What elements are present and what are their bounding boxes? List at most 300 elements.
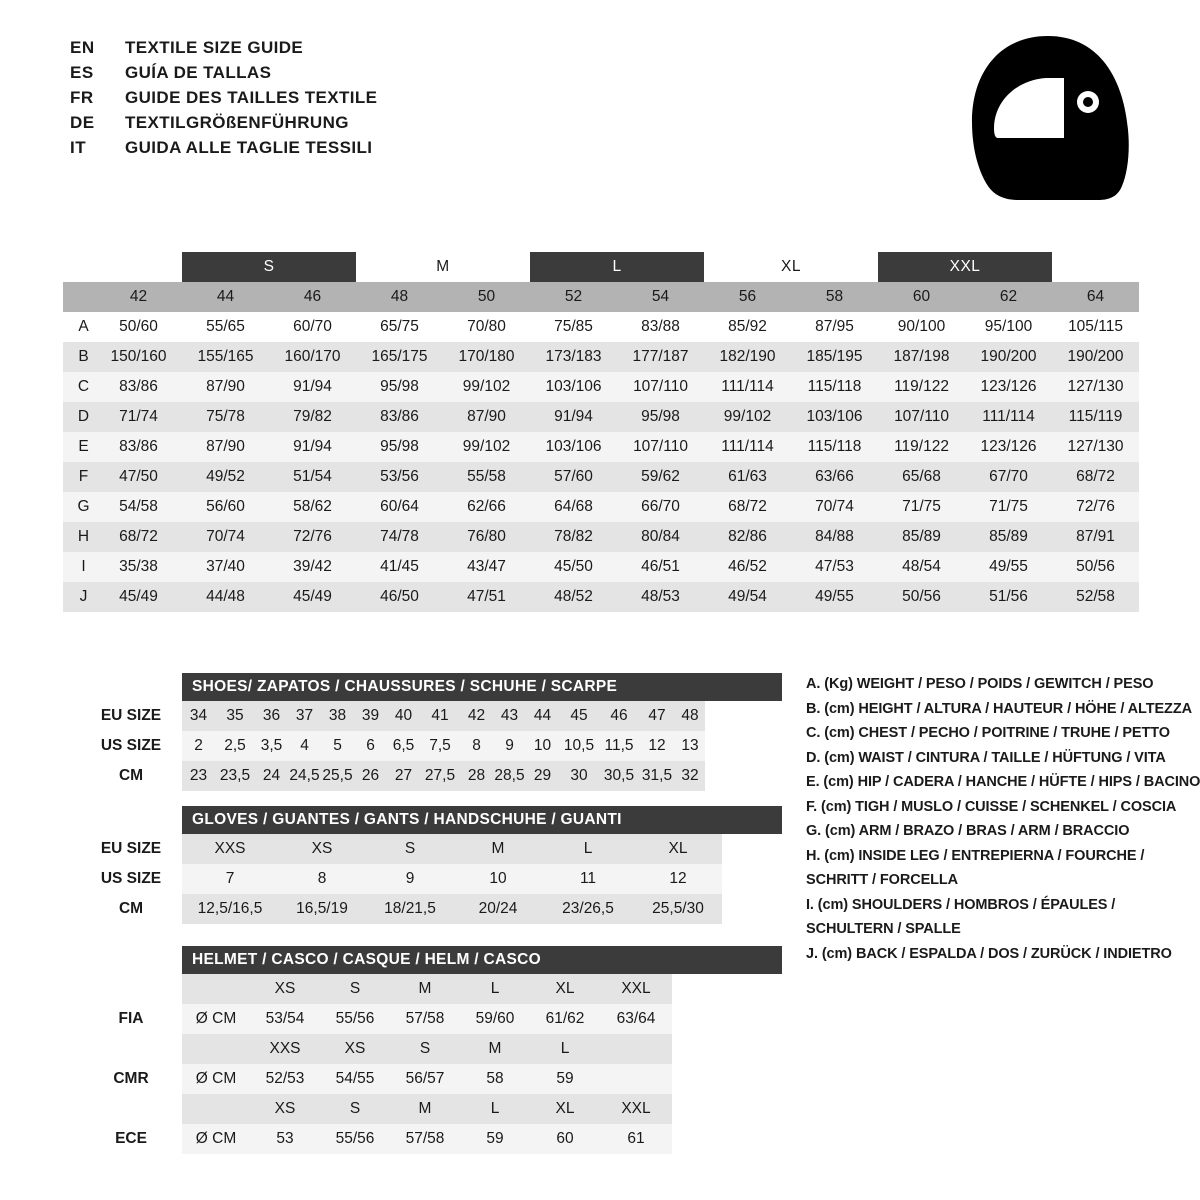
gloves-cell: 10 xyxy=(454,864,542,894)
measure-row-label: A xyxy=(63,312,95,342)
measure-cell: 91/94 xyxy=(269,372,356,402)
helmet-value-cell: 63/64 xyxy=(600,1004,672,1034)
shoes-cell: 34 xyxy=(182,701,215,731)
shoes-cell: 6 xyxy=(354,731,387,761)
size-band-l: L xyxy=(530,252,704,282)
shoes-cell: 24 xyxy=(255,761,288,791)
helmet-size-cell: S xyxy=(320,974,390,1004)
table-row xyxy=(72,834,722,864)
measure-cell: 99/102 xyxy=(443,432,530,462)
helmet-unit-cell: Ø CM xyxy=(182,1124,250,1154)
shoes-cell: 36 xyxy=(255,701,288,731)
legend-line: F. (cm) TIGH / MUSLO / CUISSE / SCHENKEL / COSCIA xyxy=(806,798,1177,815)
header-row xyxy=(70,113,770,138)
shoes-row-label: US SIZE xyxy=(72,731,182,761)
gloves-cell: XS xyxy=(278,834,366,864)
helmet-size-spacer xyxy=(182,974,250,1004)
measure-cell: 39/42 xyxy=(269,552,356,582)
table-row xyxy=(63,372,1139,402)
measure-cell: 46/50 xyxy=(356,582,443,612)
measure-cell: 79/82 xyxy=(269,402,356,432)
helmet-size-corner xyxy=(72,1094,182,1124)
table-row xyxy=(72,894,722,924)
measure-cell: 160/170 xyxy=(269,342,356,372)
measure-cell: 83/86 xyxy=(95,432,182,462)
helmet-value-cell: 61/62 xyxy=(530,1004,600,1034)
measure-cell: 85/92 xyxy=(704,312,791,342)
band-spacer xyxy=(95,252,182,282)
shoes-cell: 8 xyxy=(460,731,493,761)
measure-cell: 99/102 xyxy=(443,372,530,402)
measure-cell: 82/86 xyxy=(704,522,791,552)
measure-cell: 115/119 xyxy=(1052,402,1139,432)
measure-cell: 61/63 xyxy=(704,462,791,492)
measure-cell: 123/126 xyxy=(965,372,1052,402)
helmet-size-cell: XXL xyxy=(600,974,672,1004)
size-band-row xyxy=(63,252,1139,282)
gloves-cell: 16,5/19 xyxy=(278,894,366,924)
measure-cell: 87/90 xyxy=(182,432,269,462)
measure-cell: 107/110 xyxy=(878,402,965,432)
size-header-cell: 58 xyxy=(791,282,878,312)
measure-cell: 87/90 xyxy=(182,372,269,402)
size-header-row xyxy=(63,282,1139,312)
measure-cell: 119/122 xyxy=(878,372,965,402)
measure-cell: 107/110 xyxy=(617,432,704,462)
measure-cell: 65/75 xyxy=(356,312,443,342)
measure-cell: 71/74 xyxy=(95,402,182,432)
size-header-cell: 54 xyxy=(617,282,704,312)
measure-cell: 95/100 xyxy=(965,312,1052,342)
helmet-value-cell: 58 xyxy=(460,1064,530,1094)
size-header-cell: 48 xyxy=(356,282,443,312)
size-band-m: M xyxy=(436,258,450,275)
measure-cell: 187/198 xyxy=(878,342,965,372)
shoes-row-label: CM xyxy=(72,761,182,791)
measure-cell: 56/60 xyxy=(182,492,269,522)
helmet-value-cell: 52/53 xyxy=(250,1064,320,1094)
header-title-text: TEXTILE SIZE GUIDE xyxy=(125,38,304,57)
shoes-cell: 32 xyxy=(675,761,705,791)
measure-cell: 87/90 xyxy=(443,402,530,432)
table-row xyxy=(63,402,1139,432)
measure-cell: 60/70 xyxy=(269,312,356,342)
legend-line: J. (cm) BACK / ESPALDA / DOS / ZURÜCK / INDIETRO xyxy=(806,945,1172,962)
legend-line: I. (cm) SHOULDERS / HOMBROS / ÉPAULES / xyxy=(806,896,1116,913)
legend-line: C. (cm) CHEST / PECHO / POITRINE / TRUHE / PETTO xyxy=(806,725,1170,741)
shoes-cell: 38 xyxy=(321,701,354,731)
gloves-cell: L xyxy=(542,834,634,864)
header-language-code: DE xyxy=(70,113,95,132)
shoes-cell: 28 xyxy=(460,761,493,791)
gloves-cell: 25,5/30 xyxy=(634,894,722,924)
table-row xyxy=(72,761,705,791)
helmet-size-cell: XS xyxy=(320,1034,390,1064)
measure-cell: 84/88 xyxy=(791,522,878,552)
textile-size-table xyxy=(63,252,1138,612)
header-row xyxy=(70,38,770,63)
measure-cell: 90/100 xyxy=(878,312,965,342)
shoes-cell: 39 xyxy=(354,701,387,731)
helmet-size-row xyxy=(72,974,672,1004)
measure-cell: 105/115 xyxy=(1052,312,1139,342)
measure-cell: 78/82 xyxy=(530,522,617,552)
measure-cell: 47/50 xyxy=(95,462,182,492)
measure-cell: 74/78 xyxy=(356,522,443,552)
measure-cell: 55/65 xyxy=(182,312,269,342)
table-row xyxy=(72,864,722,894)
helmet-standard-label: CMR xyxy=(72,1064,182,1094)
measure-row-label: I xyxy=(63,552,95,582)
measure-cell: 155/165 xyxy=(182,342,269,372)
shoes-cell: 12 xyxy=(639,731,675,761)
size-header-cell: 44 xyxy=(182,282,269,312)
measure-cell: 83/88 xyxy=(617,312,704,342)
measure-cell: 43/47 xyxy=(443,552,530,582)
gloves-cell: 7 xyxy=(182,864,278,894)
measure-row-label: G xyxy=(63,492,95,522)
shoes-cell: 24,5 xyxy=(288,761,321,791)
table-row xyxy=(63,342,1139,372)
shoes-cell: 9 xyxy=(493,731,526,761)
measure-cell: 65/68 xyxy=(878,462,965,492)
size-band-xl: XL xyxy=(781,258,801,275)
gloves-row-label: US SIZE xyxy=(72,864,182,894)
gloves-cell: 18/21,5 xyxy=(366,894,454,924)
measure-cell: 48/52 xyxy=(530,582,617,612)
measure-row-label: J xyxy=(63,582,95,612)
measure-cell: 103/106 xyxy=(791,402,878,432)
header-language-code: ES xyxy=(70,63,94,82)
measure-cell: 72/76 xyxy=(1052,492,1139,522)
helmet-size-table xyxy=(113,946,782,1154)
shoes-cell: 29 xyxy=(526,761,559,791)
measure-cell: 103/106 xyxy=(530,372,617,402)
measure-cell: 37/40 xyxy=(182,552,269,582)
measure-cell: 95/98 xyxy=(356,432,443,462)
measure-cell: 76/80 xyxy=(443,522,530,552)
band-spacer xyxy=(1052,252,1139,282)
measure-cell: 119/122 xyxy=(878,432,965,462)
helmet-size-row xyxy=(72,1034,672,1064)
measure-cell: 190/200 xyxy=(965,342,1052,372)
header-language-list xyxy=(70,38,770,163)
shoes-cell: 25,5 xyxy=(321,761,354,791)
shoes-cell: 45 xyxy=(559,701,599,731)
measure-cell: 165/175 xyxy=(356,342,443,372)
measure-cell: 87/95 xyxy=(791,312,878,342)
helmet-value-cell: 57/58 xyxy=(390,1124,460,1154)
header-title-text: GUIDA ALLE TAGLIE TESSILI xyxy=(125,138,373,157)
measure-cell: 190/200 xyxy=(1052,342,1139,372)
helmet-size-cell: S xyxy=(320,1094,390,1124)
helmet-size-cell: XS xyxy=(250,974,320,1004)
helmet-size-cell: M xyxy=(460,1034,530,1064)
legend-line: E. (cm) HIP / CADERA / HANCHE / HÜFTE / HIPS / BACINO xyxy=(806,774,1200,790)
gloves-size-table xyxy=(100,806,782,924)
size-header-corner xyxy=(63,282,95,312)
legend-line: H. (cm) INSIDE LEG / ENTREPIERNA / FOURCHE / xyxy=(806,847,1145,864)
measure-cell: 170/180 xyxy=(443,342,530,372)
measure-row-label: F xyxy=(63,462,95,492)
measure-cell: 185/195 xyxy=(791,342,878,372)
legend-line: B. (cm) HEIGHT / ALTURA / HAUTEUR / HÖHE / ALTEZZA xyxy=(806,700,1192,717)
measure-cell: 111/114 xyxy=(704,432,791,462)
measure-cell: 54/58 xyxy=(95,492,182,522)
measure-cell: 83/86 xyxy=(356,402,443,432)
measure-cell: 49/54 xyxy=(704,582,791,612)
helmet-size-corner xyxy=(72,1034,182,1064)
gloves-cell: 23/26,5 xyxy=(542,894,634,924)
shoes-cell: 23 xyxy=(182,761,215,791)
helmet-value-cell: 55/56 xyxy=(320,1004,390,1034)
helmet-icon xyxy=(958,30,1138,210)
helmet-value-cell: 60 xyxy=(530,1124,600,1154)
measure-cell: 52/58 xyxy=(1052,582,1139,612)
helmet-size-cell: M xyxy=(390,1094,460,1124)
measure-cell: 44/48 xyxy=(182,582,269,612)
measure-cell: 71/75 xyxy=(878,492,965,522)
shoes-cell: 40 xyxy=(387,701,420,731)
shoes-cell: 46 xyxy=(599,701,639,731)
shoes-cell: 23,5 xyxy=(215,761,255,791)
shoes-cell: 31,5 xyxy=(639,761,675,791)
shoes-cell: 4 xyxy=(288,731,321,761)
helmet-size-spacer xyxy=(182,1094,250,1124)
shoes-cell: 27,5 xyxy=(420,761,460,791)
measure-cell: 68/72 xyxy=(1052,462,1139,492)
helmet-unit-cell: Ø CM xyxy=(182,1064,250,1094)
table-row xyxy=(63,312,1139,342)
helmet-unit-cell: Ø CM xyxy=(182,1004,250,1034)
measure-cell: 46/52 xyxy=(704,552,791,582)
header-language-code: FR xyxy=(70,88,94,107)
measure-cell: 150/160 xyxy=(95,342,182,372)
measure-cell: 41/45 xyxy=(356,552,443,582)
header-title-text: GUÍA DE TALLAS xyxy=(125,63,272,82)
table-row xyxy=(63,432,1139,462)
measure-cell: 48/54 xyxy=(878,552,965,582)
shoes-cell: 27 xyxy=(387,761,420,791)
measure-cell: 47/53 xyxy=(791,552,878,582)
measure-cell: 83/86 xyxy=(95,372,182,402)
header-row xyxy=(70,138,770,163)
measure-cell: 50/56 xyxy=(1052,552,1139,582)
shoes-row-label: EU SIZE xyxy=(72,701,182,731)
helmet-standard-label: FIA xyxy=(72,1004,182,1034)
measure-cell: 80/84 xyxy=(617,522,704,552)
shoes-cell: 5 xyxy=(321,731,354,761)
measure-cell: 50/60 xyxy=(95,312,182,342)
gloves-cell: S xyxy=(366,834,454,864)
measure-cell: 75/78 xyxy=(182,402,269,432)
size-band-xxl: XXL xyxy=(878,252,1052,282)
helmet-size-cell: L xyxy=(460,974,530,1004)
helmet-size-row xyxy=(72,1094,672,1124)
measure-cell: 68/72 xyxy=(95,522,182,552)
measure-cell: 85/89 xyxy=(878,522,965,552)
measure-cell: 111/114 xyxy=(704,372,791,402)
legend-line: SCHRITT / FORCELLA xyxy=(806,872,959,888)
measure-cell: 95/98 xyxy=(617,402,704,432)
measure-cell: 45/50 xyxy=(530,552,617,582)
helmet-value-cell: 54/55 xyxy=(320,1064,390,1094)
header-row xyxy=(70,63,770,88)
measure-cell: 91/94 xyxy=(530,402,617,432)
measure-cell: 127/130 xyxy=(1052,372,1139,402)
measure-cell: 49/55 xyxy=(791,582,878,612)
shoes-cell: 26 xyxy=(354,761,387,791)
table-row xyxy=(63,492,1139,522)
shoes-cell: 6,5 xyxy=(387,731,420,761)
shoes-cell: 43 xyxy=(493,701,526,731)
measure-cell: 63/66 xyxy=(791,462,878,492)
measure-cell: 91/94 xyxy=(269,432,356,462)
measure-cell: 57/60 xyxy=(530,462,617,492)
helmet-size-cell: XL xyxy=(530,1094,600,1124)
helmet-value-cell: 59 xyxy=(530,1064,600,1094)
measure-cell: 107/110 xyxy=(617,372,704,402)
gloves-cell: 8 xyxy=(278,864,366,894)
size-header-cell: 50 xyxy=(443,282,530,312)
band-spacer xyxy=(63,252,95,282)
shoes-cell: 2,5 xyxy=(215,731,255,761)
shoes-cell: 3,5 xyxy=(255,731,288,761)
size-header-cell: 56 xyxy=(704,282,791,312)
helmet-size-cell: XXS xyxy=(250,1034,320,1064)
helmet-value-cell: 59/60 xyxy=(460,1004,530,1034)
measure-cell: 46/51 xyxy=(617,552,704,582)
measure-row-label: B xyxy=(63,342,95,372)
shoes-cell: 7,5 xyxy=(420,731,460,761)
measure-cell: 95/98 xyxy=(356,372,443,402)
measure-cell: 72/76 xyxy=(269,522,356,552)
measure-row-label: D xyxy=(63,402,95,432)
table-row xyxy=(72,731,705,761)
helmet-size-cell: L xyxy=(530,1034,600,1064)
helmet-value-cell: 57/58 xyxy=(390,1004,460,1034)
measure-cell: 45/49 xyxy=(269,582,356,612)
helmet-size-cell: M xyxy=(390,974,460,1004)
table-row xyxy=(63,582,1139,612)
measure-cell: 85/89 xyxy=(965,522,1052,552)
size-header-cell: 42 xyxy=(95,282,182,312)
measure-cell: 115/118 xyxy=(791,432,878,462)
table-row xyxy=(63,462,1139,492)
gloves-table-title: GLOVES / GUANTES / GANTS / HANDSCHUHE / GUANTI xyxy=(182,806,782,834)
shoes-cell: 13 xyxy=(675,731,705,761)
shoes-cell: 28,5 xyxy=(493,761,526,791)
shoes-cell: 44 xyxy=(526,701,559,731)
helmet-size-cell: XL xyxy=(530,974,600,1004)
size-header-cell: 62 xyxy=(965,282,1052,312)
measure-cell: 70/74 xyxy=(182,522,269,552)
shoes-cell: 11,5 xyxy=(599,731,639,761)
gloves-cell: 9 xyxy=(366,864,454,894)
header-row xyxy=(70,88,770,113)
measure-row-label: E xyxy=(63,432,95,462)
measure-cell: 35/38 xyxy=(95,552,182,582)
measure-cell: 103/106 xyxy=(530,432,617,462)
gloves-cell: 12 xyxy=(634,864,722,894)
gloves-cell: 12,5/16,5 xyxy=(182,894,278,924)
measure-cell: 115/118 xyxy=(791,372,878,402)
measure-cell: 123/126 xyxy=(965,432,1052,462)
measure-cell: 48/53 xyxy=(617,582,704,612)
helmet-value-cell: 59 xyxy=(460,1124,530,1154)
measure-cell: 62/66 xyxy=(443,492,530,522)
measure-cell: 59/62 xyxy=(617,462,704,492)
header-title-text: TEXTILGRÖßENFÜHRUNG xyxy=(125,113,349,132)
shoes-cell: 10,5 xyxy=(559,731,599,761)
measure-cell: 53/56 xyxy=(356,462,443,492)
measure-cell: 75/85 xyxy=(530,312,617,342)
measure-cell: 66/70 xyxy=(617,492,704,522)
gloves-row-label: EU SIZE xyxy=(72,834,182,864)
gloves-cell: 20/24 xyxy=(454,894,542,924)
shoes-cell: 42 xyxy=(460,701,493,731)
measure-cell: 50/56 xyxy=(878,582,965,612)
legend-line: SCHULTERN / SPALLE xyxy=(806,921,961,937)
measure-cell: 111/114 xyxy=(965,402,1052,432)
measure-cell: 173/183 xyxy=(530,342,617,372)
shoes-cell: 2 xyxy=(182,731,215,761)
helmet-value-cell: 53 xyxy=(250,1124,320,1154)
size-header-cell: 60 xyxy=(878,282,965,312)
measure-cell: 87/91 xyxy=(1052,522,1139,552)
measure-cell: 70/74 xyxy=(791,492,878,522)
shoes-cell: 35 xyxy=(215,701,255,731)
table-row xyxy=(63,522,1139,552)
measure-cell: 49/55 xyxy=(965,552,1052,582)
header-title-text: GUIDE DES TAILLES TEXTILE xyxy=(125,88,378,107)
measure-cell: 182/190 xyxy=(704,342,791,372)
shoes-cell: 47 xyxy=(639,701,675,731)
gloves-row-label: CM xyxy=(72,894,182,924)
shoes-table-title: SHOES/ ZAPATOS / CHAUSSURES / SCHUHE / SCARPE xyxy=(182,673,782,701)
helmet-value-cell xyxy=(600,1064,672,1094)
table-row xyxy=(72,1064,672,1094)
helmet-standard-label: ECE xyxy=(72,1124,182,1154)
legend-line: G. (cm) ARM / BRAZO / BRAS / ARM / BRACCIO xyxy=(806,823,1130,839)
helmet-size-cell xyxy=(600,1034,672,1064)
helmet-size-cell: XS xyxy=(250,1094,320,1124)
measure-cell: 127/130 xyxy=(1052,432,1139,462)
measure-cell: 51/54 xyxy=(269,462,356,492)
measure-cell: 67/70 xyxy=(965,462,1052,492)
measurement-legend xyxy=(806,672,1200,966)
shoes-cell: 30 xyxy=(559,761,599,791)
measure-cell: 58/62 xyxy=(269,492,356,522)
shoes-cell: 48 xyxy=(675,701,705,731)
measure-cell: 55/58 xyxy=(443,462,530,492)
table-row xyxy=(72,1004,672,1034)
size-header-cell: 64 xyxy=(1052,282,1139,312)
measure-cell: 64/68 xyxy=(530,492,617,522)
header-language-code: IT xyxy=(70,138,87,157)
helmet-value-cell: 55/56 xyxy=(320,1124,390,1154)
helmet-value-cell: 53/54 xyxy=(250,1004,320,1034)
helmet-size-cell: XXL xyxy=(600,1094,672,1124)
helmet-value-cell: 61 xyxy=(600,1124,672,1154)
gloves-cell: XXS xyxy=(182,834,278,864)
measure-cell: 49/52 xyxy=(182,462,269,492)
helmet-size-spacer xyxy=(182,1034,250,1064)
legend-line: D. (cm) WAIST / CINTURA / TAILLE / HÜFTUNG / VITA xyxy=(806,749,1166,766)
table-row xyxy=(72,1124,672,1154)
gloves-cell: 11 xyxy=(542,864,634,894)
measure-cell: 99/102 xyxy=(704,402,791,432)
